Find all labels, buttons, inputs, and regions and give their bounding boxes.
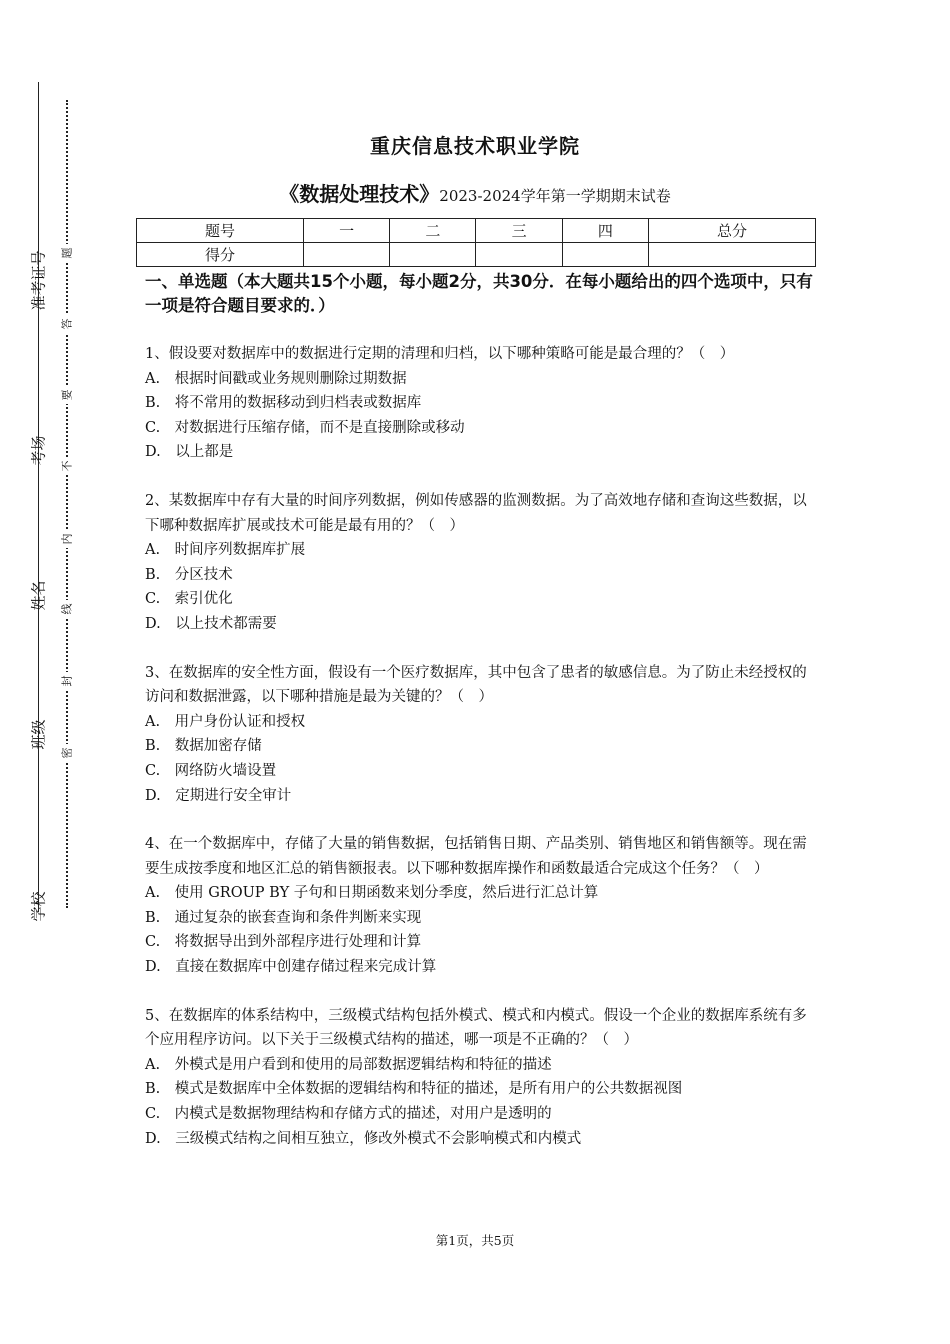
- score-cell: 四: [562, 219, 648, 243]
- score-table-score-row: [137, 243, 816, 267]
- seal-char: 要: [58, 386, 76, 404]
- score-cell: [304, 243, 390, 267]
- binding-field-exam-number: 准考证号: [29, 250, 48, 311]
- score-cell: 题号: [137, 219, 304, 243]
- score-cell: 得分: [137, 243, 304, 267]
- question-stem: 5、在数据库的体系结构中，三级模式结构包括外模式、模式和内模式。假设一个企业的数据库系统有多个应用程序访问。以下关于三级模式结构的描述，哪一项是不正确的？（ ）: [145, 1007, 807, 1049]
- question-stem: 2、某数据库中存有大量的时间序列数据，例如传感器的监测数据。为了高效地存储和查询这些数据，以下哪种数据库扩展或技术可能是最有用的？（ ）: [145, 492, 807, 534]
- question-stem: 1、假设要对数据库中的数据进行定期的清理和归档，以下哪种策略可能是最合理的？（ ）: [145, 346, 735, 362]
- score-table: [136, 218, 816, 267]
- seal-char: 不: [58, 457, 76, 475]
- question-content: [145, 270, 813, 1151]
- option-c: C. 内模式是数据物理结构和存储方式的描述，对用户是透明的: [145, 1106, 552, 1123]
- seal-char: 线: [58, 600, 76, 618]
- binding-field-class: 班级: [29, 719, 48, 750]
- seal-char: 封: [58, 672, 76, 690]
- option-a: A. 根据时间戳或业务规则删除过期数据: [145, 370, 407, 387]
- question-2: [145, 489, 813, 637]
- option-c: C. 将数据导出到外部程序进行处理和计算: [145, 934, 422, 951]
- school-title: 重庆信息技术职业学院: [370, 134, 580, 158]
- seal-char: 密: [58, 744, 76, 762]
- binding-field-exam-room: 考场: [29, 435, 48, 466]
- seal-dotted-line: [66, 100, 68, 908]
- option-d: D. 以上技术都需要: [145, 615, 277, 632]
- seal-char: 答: [58, 315, 76, 333]
- question-5: [145, 1004, 813, 1152]
- score-table-header-row: [137, 219, 816, 243]
- page-footer: 第1页，共5页: [435, 1233, 515, 1248]
- option-c: C. 网络防火墙设置: [145, 762, 277, 779]
- exam-title: [0, 178, 950, 207]
- term-label: 2023-2024学年第一学期期末试卷: [439, 187, 671, 205]
- score-cell: [476, 243, 562, 267]
- score-cell: 一: [304, 219, 390, 243]
- option-b: B. 模式是数据库中全体数据的逻辑结构和特征的描述，是所有用户的公共数据视图: [145, 1081, 683, 1098]
- seal-char: 题: [58, 244, 76, 262]
- option-b: B. 分区技术: [145, 566, 233, 583]
- option-a: A. 外模式是用户看到和使用的局部数据逻辑结构和特征的描述: [145, 1056, 552, 1073]
- score-cell: [562, 243, 648, 267]
- option-b: B. 通过复杂的嵌套查询和条件判断来实现: [145, 909, 422, 926]
- score-cell: 二: [390, 219, 476, 243]
- score-cell: [390, 243, 476, 267]
- question-stem: 4、在一个数据库中，存储了大量的销售数据，包括销售日期、产品类别、销售地区和销售额等。现在需要生成按季度和地区汇总的销售额报表。以下哪种数据库操作和函数最适合完成这个任务？（ ）: [145, 836, 807, 877]
- binding-field-school: 学校: [29, 891, 48, 922]
- question-stem: 3、在数据库的安全性方面，假设有一个医疗数据库，其中包含了患者的敏感信息。为了防止未经授权的访问和数据泄露，以下哪种措施是最为关键的？（ ）: [145, 664, 807, 706]
- seal-char: 内: [58, 530, 76, 548]
- binding-field-name: 姓名: [29, 580, 48, 611]
- question-4: [145, 832, 813, 980]
- option-a: A. 用户身份认证和授权: [145, 713, 306, 730]
- option-d: D. 三级模式结构之间相互独立，修改外模式不会影响模式和内模式: [145, 1130, 582, 1147]
- question-1: [145, 342, 813, 465]
- score-cell: 三: [476, 219, 562, 243]
- option-c: C. 对数据进行压缩存储，而不是直接删除或移动: [145, 419, 465, 436]
- option-c: C. 索引优化: [145, 591, 233, 608]
- score-cell: 总分: [648, 219, 815, 243]
- score-cell: [648, 243, 815, 267]
- option-a: A. 时间序列数据库扩展: [145, 542, 306, 559]
- option-d: D. 以上都是: [145, 444, 234, 461]
- option-a: A. 使用 GROUP BY 子句和日期函数来划分季度，然后进行汇总计算: [145, 885, 599, 902]
- course-name: 《数据处理技术》: [279, 182, 440, 206]
- question-3: [145, 661, 813, 809]
- option-b: B. 数据加密存储: [145, 738, 262, 755]
- option-d: D. 定期进行安全审计: [145, 787, 292, 804]
- option-b: B. 将不常用的数据移动到归档表或数据库: [145, 395, 422, 412]
- option-d: D. 直接在数据库中创建存储过程来完成计算: [145, 959, 437, 976]
- section-title: 一、单选题（本大题共15个小题，每小题2分，共30分．在每小题给出的四个选项中，只有一项是符合题目要求的．）: [145, 272, 813, 315]
